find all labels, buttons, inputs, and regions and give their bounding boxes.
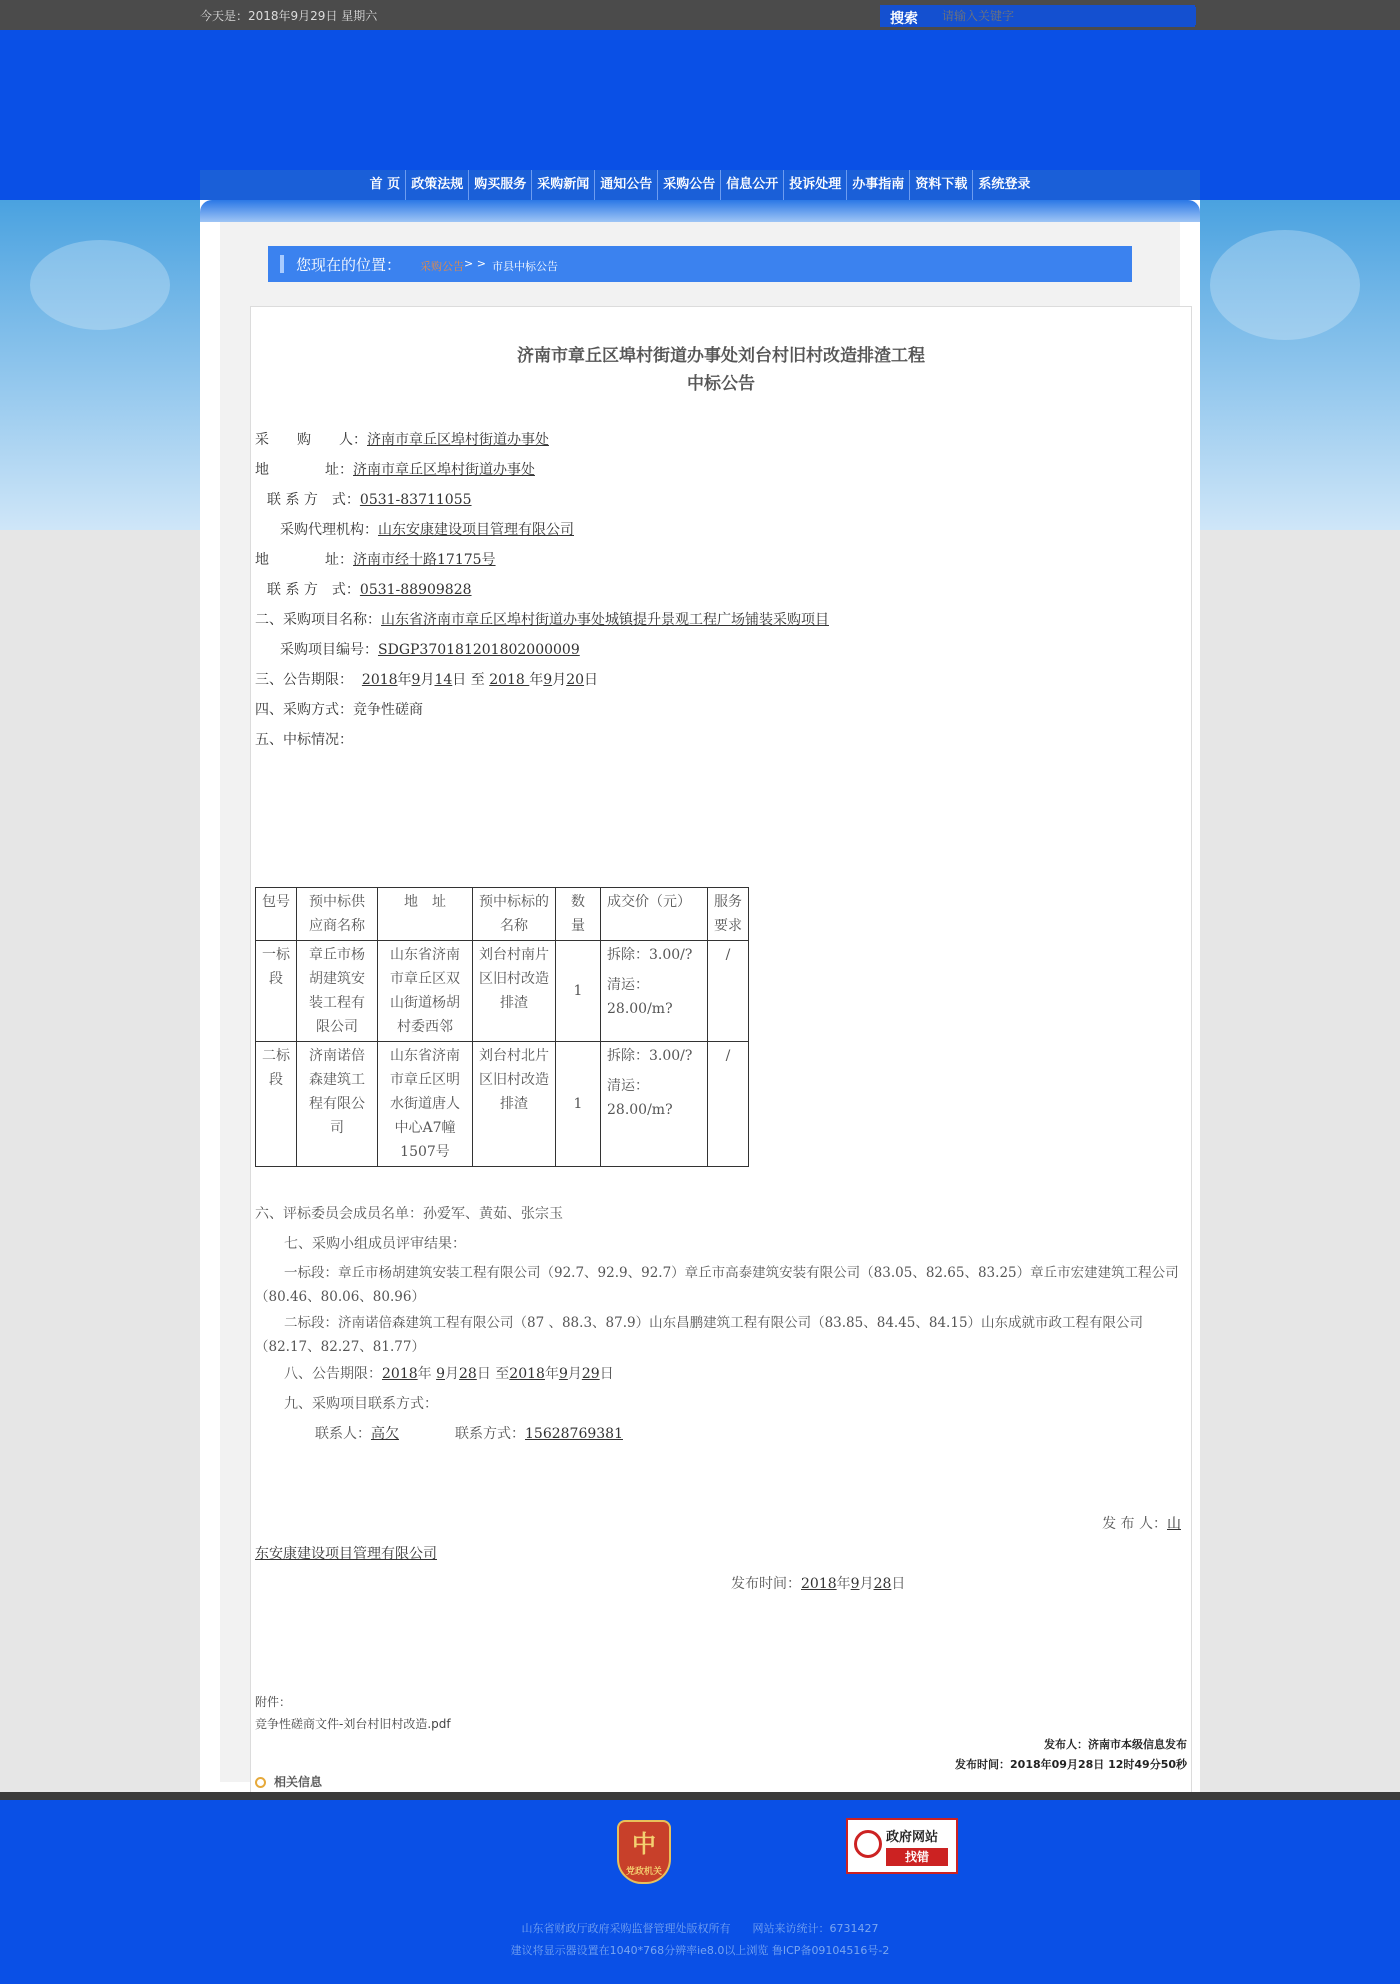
breadcrumb: [268, 246, 1132, 282]
contact-line: 联 系 方 式：0531-83711055: [267, 492, 472, 508]
nav-item-home[interactable]: 首 页: [365, 170, 407, 200]
main-panel: [200, 200, 1200, 1792]
agency-address-line: 地 址：济南市经十路17175号: [255, 552, 496, 568]
contact-title: 九、采购项目联系方式：: [284, 1396, 438, 1412]
notice-subtitle: 中标公告: [687, 374, 755, 394]
result-table: [255, 887, 749, 1167]
top-bar: [0, 0, 1400, 30]
main-nav: [200, 170, 1200, 200]
nav-item-download[interactable]: 资料下载: [910, 170, 973, 200]
cell-supplier: 济南诺倍森建筑工程有限公司: [297, 1042, 378, 1167]
cell-price: 拆除：3.00/? 清运：28.00/m?: [601, 1042, 708, 1167]
breadcrumb-link[interactable]: 采购公告: [420, 260, 464, 273]
publish-time: 发布时间：2018年09月28日 12时49分50秒: [955, 1758, 1187, 1771]
cell-item: 刘台村南片区旧村改造排渣: [473, 941, 556, 1042]
project-no-line: 采购项目编号：SDGP370181201802000009: [280, 642, 580, 658]
cell-qty: 1: [556, 1042, 601, 1167]
committee-line: 六、评标委员会成员名单：孙爱军、黄茹、张宗玉: [255, 1206, 563, 1222]
nav-item-guide[interactable]: 办事指南: [847, 170, 910, 200]
gov-error-report-button[interactable]: 政府网站 找错: [846, 1818, 958, 1874]
date-text: 今天是：2018年9月29日 星期六: [200, 9, 378, 23]
contact-person-line: 联系人：高欠 联系方式：15628769381: [315, 1426, 623, 1442]
table-row: [256, 1042, 749, 1167]
cell-item: 刘台村北片区旧村改造排渣: [473, 1042, 556, 1167]
nav-item-procurement[interactable]: 采购公告: [658, 170, 721, 200]
header-pkg: 包号: [256, 888, 297, 941]
review-package-1: 一标段：章丘市杨胡建筑安装工程有限公司（92.7、92.9、92.7）章丘市高泰建筑安装有限公司（83.05、82.65、83.25）章丘市宏建建筑工程公司（80.46、80.06、80.96）: [255, 1265, 1179, 1305]
copyright-text: 山东省财政厅政府采购监督管理处版权所有 网站来访统计：6731427: [521, 1922, 879, 1935]
table-row: [256, 941, 749, 1042]
breadcrumb-marker: [280, 255, 284, 273]
header-supplier: 预中标供应商名称: [297, 888, 378, 941]
result-label: 五、中标情况：: [255, 732, 353, 748]
method-line: 四、采购方式：竞争性磋商: [255, 702, 423, 718]
cell-supplier: 章丘市杨胡建筑安装工程有限公司: [297, 941, 378, 1042]
nav-item-service[interactable]: 购买服务: [469, 170, 532, 200]
cell-pkg: 二标段: [256, 1042, 297, 1167]
search-button[interactable]: 搜索: [890, 11, 918, 27]
cell-pkg: 一标段: [256, 941, 297, 1042]
search-input[interactable]: [938, 7, 1196, 25]
nav-item-notice[interactable]: 通知公告: [595, 170, 658, 200]
footer: [0, 1792, 1400, 1984]
review-package-2: 二标段：济南诺倍森建筑工程有限公司（87 、88.3、87.9）山东昌鹏建筑工程有限公司（83.85、84.45、84.15）山东成就市政工程有限公司（82.17、82.27、81.77）: [255, 1315, 1144, 1355]
attachment-link[interactable]: 竞争性磋商文件-刘台村旧村改造.pdf: [255, 1717, 451, 1731]
notice-content: [250, 306, 1192, 1808]
cell-service: /: [708, 941, 749, 1042]
header-address: 地 址: [378, 888, 473, 941]
project-name-line: 二、采购项目名称：山东省济南市章丘区埠村街道办事处城镇提升景观工程广场铺装采购项目: [255, 612, 829, 628]
panel-top: [200, 200, 1200, 222]
publisher-info: 发布人：济南市本级信息发布: [1044, 1738, 1187, 1751]
cell-qty: 1: [556, 941, 601, 1042]
nav-item-disclosure[interactable]: 信息公开: [721, 170, 784, 200]
agency-line: 采购代理机构：山东安康建设项目管理有限公司: [280, 522, 574, 538]
purchaser-line: 采 购 人：济南市章丘区埠村街道办事处: [255, 432, 549, 448]
cell-address: 山东省济南市章丘区明水街道唐人中心A7幢1507号: [378, 1042, 473, 1167]
publish-info: [955, 1735, 1187, 1775]
cell-service: /: [708, 1042, 749, 1167]
publisher-line: 发 布 人：山: [1102, 1516, 1181, 1532]
nav-item-policy[interactable]: 政策法规: [406, 170, 469, 200]
related-info[interactable]: 相关信息: [255, 1773, 322, 1790]
nav-item-news[interactable]: 采购新闻: [532, 170, 595, 200]
breadcrumb-separator: > >: [464, 257, 486, 270]
attachment-label: 附件：: [255, 1695, 292, 1709]
nav-item-login[interactable]: 系统登录: [978, 177, 1031, 192]
notice-title: 济南市章丘区埠村街道办事处刘台村旧村改造排渣工程: [517, 346, 925, 366]
attachment-section: [255, 1691, 451, 1735]
content-wrapper: [220, 222, 1187, 1789]
search-box: [880, 5, 1195, 27]
breadcrumb-label: 您现在的位置：: [296, 256, 402, 274]
period2-line: 八、公告期限：2018年 9月28日 至2018年9月29日: [284, 1366, 614, 1382]
address-line: 地 址：济南市章丘区埠村街道办事处: [255, 462, 535, 478]
table-header-row: [256, 888, 749, 941]
circle-bullet-icon: [255, 1777, 266, 1788]
party-emblem-icon[interactable]: 中 党政机关: [617, 1820, 671, 1884]
review-title: 七、采购小组成员评审结果：: [284, 1236, 466, 1252]
nav-item-complaint[interactable]: 投诉处理: [784, 170, 847, 200]
header-item: 预中标标的名称: [473, 888, 556, 941]
browser-hint-text: 建议将显示器设置在1040*768分辨率ie8.0以上浏览 鲁ICP备09104516号-2: [510, 1944, 890, 1957]
cell-price: 拆除：3.00/? 清运：28.00/m?: [601, 941, 708, 1042]
magnifier-icon: [854, 1830, 882, 1858]
cell-address: 山东省济南市章丘区双山街道杨胡村委西邻: [378, 941, 473, 1042]
breadcrumb-current: 市县中标公告: [492, 260, 558, 273]
period-line: 三、公告期限： 2018年9月14日 至 2018 年9月20日: [255, 672, 599, 688]
header-qty: 数 量: [556, 888, 601, 941]
header-price: 成交价（元）: [601, 888, 708, 941]
agency-contact-line: 联 系 方 式：0531-88909828: [267, 582, 472, 598]
header-service: 服务要求: [708, 888, 749, 941]
pubtime-line: 发布时间：2018年9月28日: [731, 1576, 906, 1592]
publisher-line-2: 东安康建设项目管理有限公司: [255, 1546, 437, 1562]
